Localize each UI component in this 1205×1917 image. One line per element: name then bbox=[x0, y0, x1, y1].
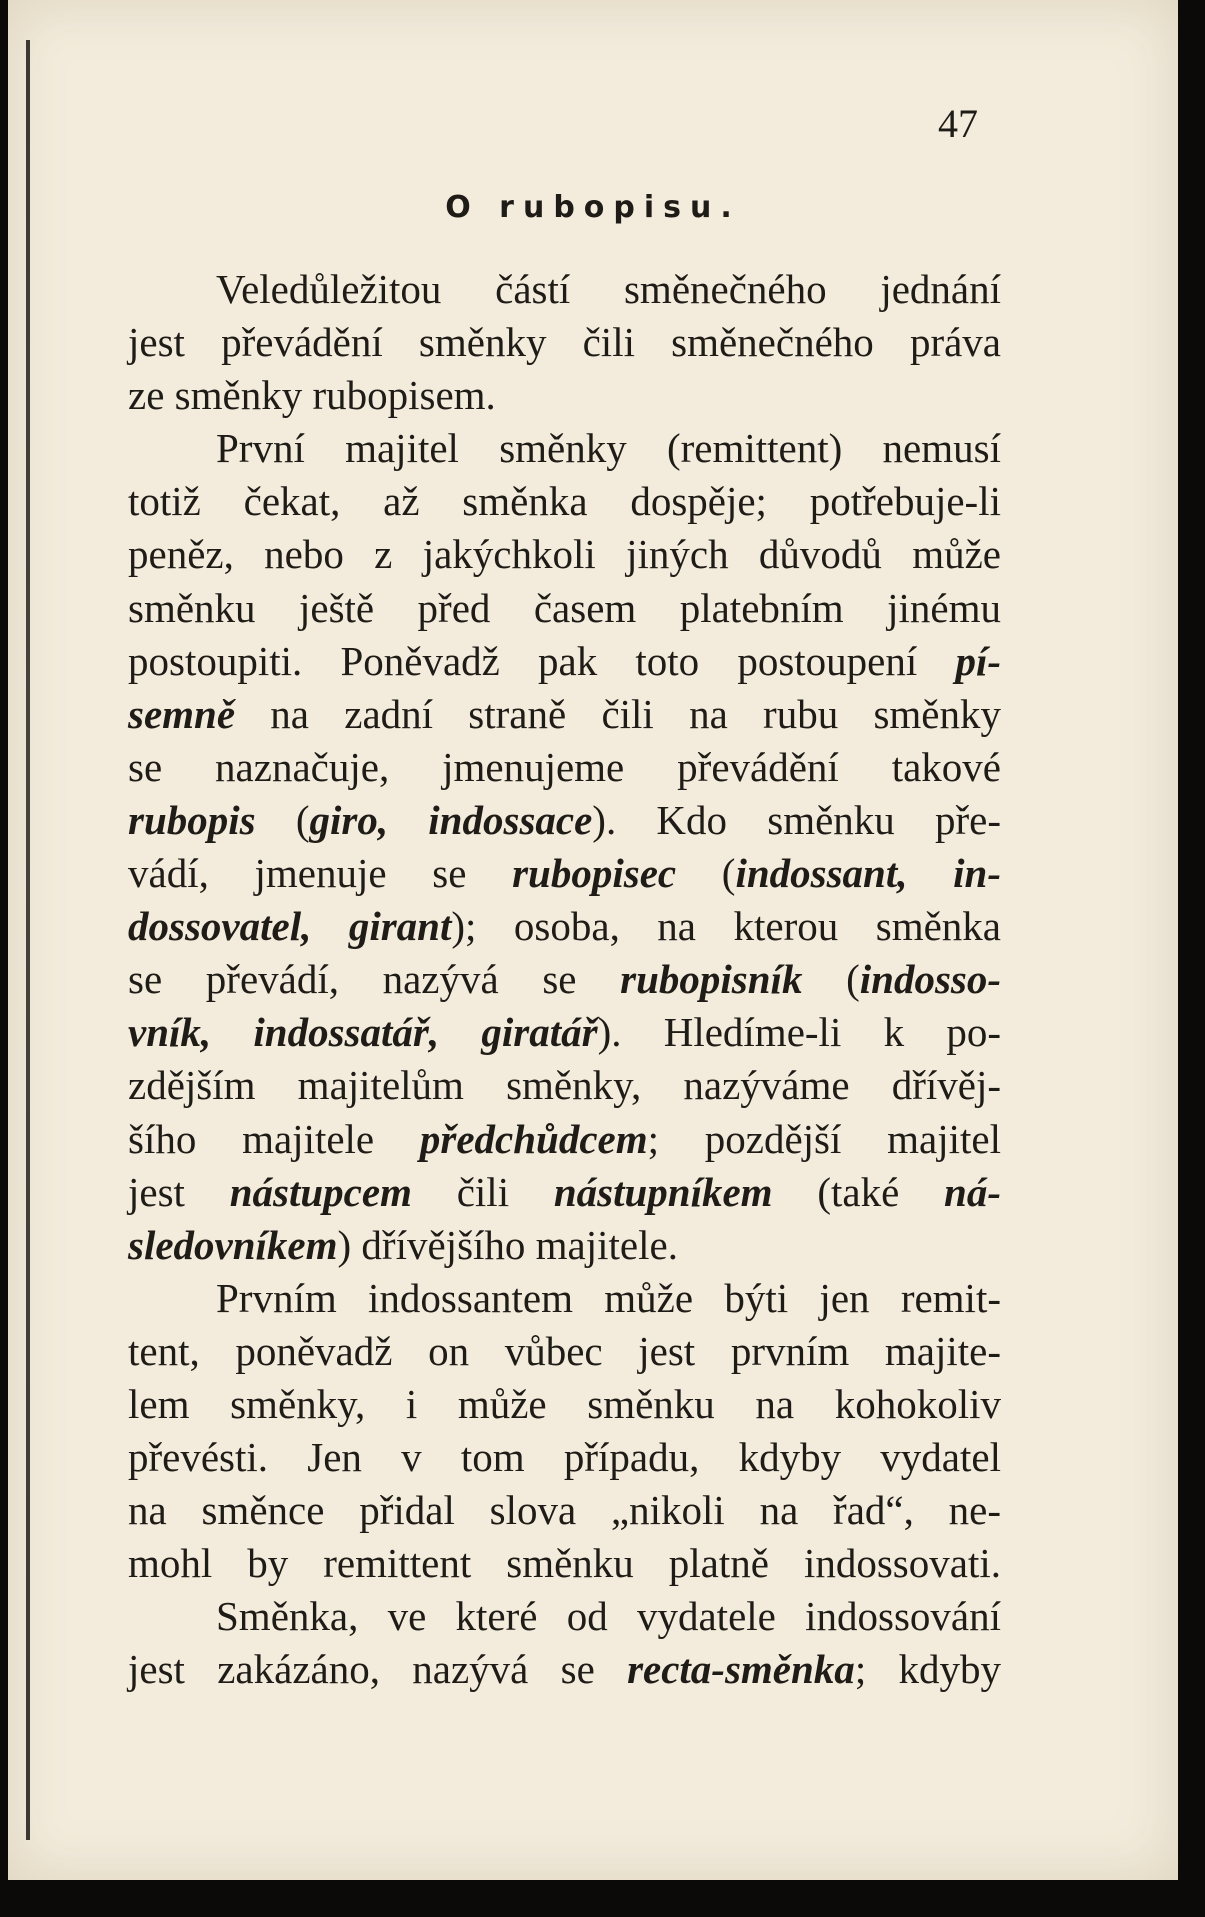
text-line bbox=[128, 1113, 1001, 1166]
text-line bbox=[128, 475, 1001, 528]
emphasized-term: semně bbox=[128, 690, 236, 737]
text-segment: převésti. Jen v tom případu, kdyby vydatel bbox=[128, 1434, 1001, 1481]
text-line bbox=[128, 1166, 1001, 1219]
emphasized-term: sledovníkem bbox=[128, 1221, 338, 1268]
emphasized-term: rubopis bbox=[128, 796, 256, 843]
emphasized-term: nástupníkem bbox=[553, 1168, 773, 1215]
text-line bbox=[128, 1006, 1001, 1059]
text-line bbox=[128, 1643, 1001, 1696]
emphasized-term: dossovatel, girant bbox=[128, 903, 452, 950]
text-segment: ; pozdější majitel bbox=[647, 1115, 1001, 1162]
text-line bbox=[128, 900, 1001, 953]
emphasized-term: vník, indossatář, giratář bbox=[128, 1009, 598, 1056]
text-line bbox=[128, 582, 1001, 635]
page-number: 47 bbox=[938, 101, 978, 146]
text-segment: ; kdyby bbox=[854, 1646, 1001, 1693]
text-segment: směnku ještě před časem platebním jinému bbox=[128, 584, 1001, 631]
text-segment: na zadní straně čili na rubu směnky bbox=[235, 690, 1001, 737]
text-line bbox=[128, 635, 1001, 688]
text-line bbox=[128, 1484, 1001, 1537]
text-segment: se převádí, nazývá se bbox=[128, 956, 621, 1003]
text-line bbox=[128, 1325, 1001, 1378]
text-line bbox=[128, 1431, 1001, 1484]
text-segment: se naznačuje, jmenujeme převádění takové bbox=[128, 743, 1001, 790]
emphasized-term: předchůdcem bbox=[419, 1115, 648, 1162]
emphasized-term: nástupcem bbox=[229, 1168, 412, 1215]
emphasized-term: recta-směnka bbox=[627, 1646, 855, 1693]
text-segment: ( bbox=[676, 850, 736, 897]
text-segment: jest zakázáno, nazývá se bbox=[128, 1646, 628, 1693]
text-line bbox=[128, 741, 1001, 794]
text-segment: Veledůležitou částí směnečného jednání bbox=[216, 266, 1001, 312]
emphasized-term: giro, indossace bbox=[309, 796, 593, 843]
text-segment: ) dřívějšího majitele. bbox=[337, 1221, 678, 1268]
emphasized-term: ná- bbox=[944, 1168, 1001, 1215]
text-segment: První majitel směnky (remittent) nemusí bbox=[216, 425, 1001, 472]
text-line bbox=[128, 1219, 1001, 1272]
section-heading: O rubopisu. bbox=[445, 190, 741, 225]
text-segment: ). Hledíme-li k po- bbox=[597, 1009, 1002, 1056]
emphasized-term: rubopisec bbox=[512, 850, 677, 897]
text-segment: šího majitele bbox=[128, 1115, 420, 1162]
text-line bbox=[128, 369, 1001, 422]
text-segment: postoupiti. Poněvadž pak toto postoupení bbox=[128, 637, 956, 684]
text-line bbox=[128, 1590, 1001, 1643]
text-line bbox=[128, 1378, 1001, 1431]
text-line bbox=[128, 794, 1001, 847]
text-line bbox=[128, 316, 1001, 369]
text-line bbox=[128, 263, 1001, 316]
binding-edge bbox=[26, 40, 30, 1840]
text-line bbox=[128, 1537, 1001, 1590]
text-segment: ); osoba, na kterou směnka bbox=[451, 903, 1001, 950]
text-line bbox=[128, 688, 1001, 741]
book-page bbox=[8, 0, 1178, 1880]
text-segment: tent, poněvadž on vůbec jest prvním majite- bbox=[128, 1327, 1001, 1374]
text-segment: ( bbox=[802, 956, 860, 1003]
emphasized-term: pí- bbox=[955, 637, 1001, 684]
text-segment: (také bbox=[772, 1168, 945, 1215]
text-segment: jest bbox=[128, 1168, 230, 1215]
text-segment: mohl by remittent směnku platně indossovati. bbox=[128, 1540, 1001, 1587]
text-segment: jest převádění směnky čili směnečného práva bbox=[128, 319, 1001, 366]
text-line bbox=[128, 528, 1001, 581]
text-segment: zdějším majitelům směnky, nazýváme dřívěj- bbox=[128, 1062, 1001, 1109]
text-segment: Prvním indossantem může býti jen remit- bbox=[216, 1274, 1001, 1321]
text-line bbox=[128, 1272, 1001, 1325]
text-line bbox=[128, 1059, 1001, 1112]
text-line bbox=[128, 953, 1001, 1006]
text-segment: ). Kdo směnku pře- bbox=[592, 796, 1001, 843]
text-segment: ( bbox=[255, 796, 310, 843]
text-segment: na směnce přidal slova „nikoli na řad“, ne- bbox=[128, 1487, 1001, 1534]
emphasized-term: indossant, in- bbox=[735, 850, 1002, 897]
text-segment: ze směnky rubopisem. bbox=[128, 372, 496, 419]
text-segment: Směnka, ve které od vydatele indossování bbox=[216, 1593, 1001, 1640]
emphasized-term: indosso- bbox=[859, 956, 1002, 1003]
body-text bbox=[128, 263, 1001, 1697]
text-segment: peněz, nebo z jakýchkoli jiných důvodů může bbox=[128, 531, 1001, 578]
text-segment: vádí, jmenuje se bbox=[128, 850, 513, 897]
emphasized-term: rubopisník bbox=[620, 956, 803, 1003]
text-segment: totiž čekat, až směnka dospěje; potřebuje-li bbox=[128, 478, 1001, 525]
text-segment: lem směnky, i může směnku na kohokoliv bbox=[128, 1380, 1001, 1427]
text-line bbox=[128, 422, 1001, 475]
text-segment: čili bbox=[411, 1168, 554, 1215]
text-line bbox=[128, 847, 1001, 900]
